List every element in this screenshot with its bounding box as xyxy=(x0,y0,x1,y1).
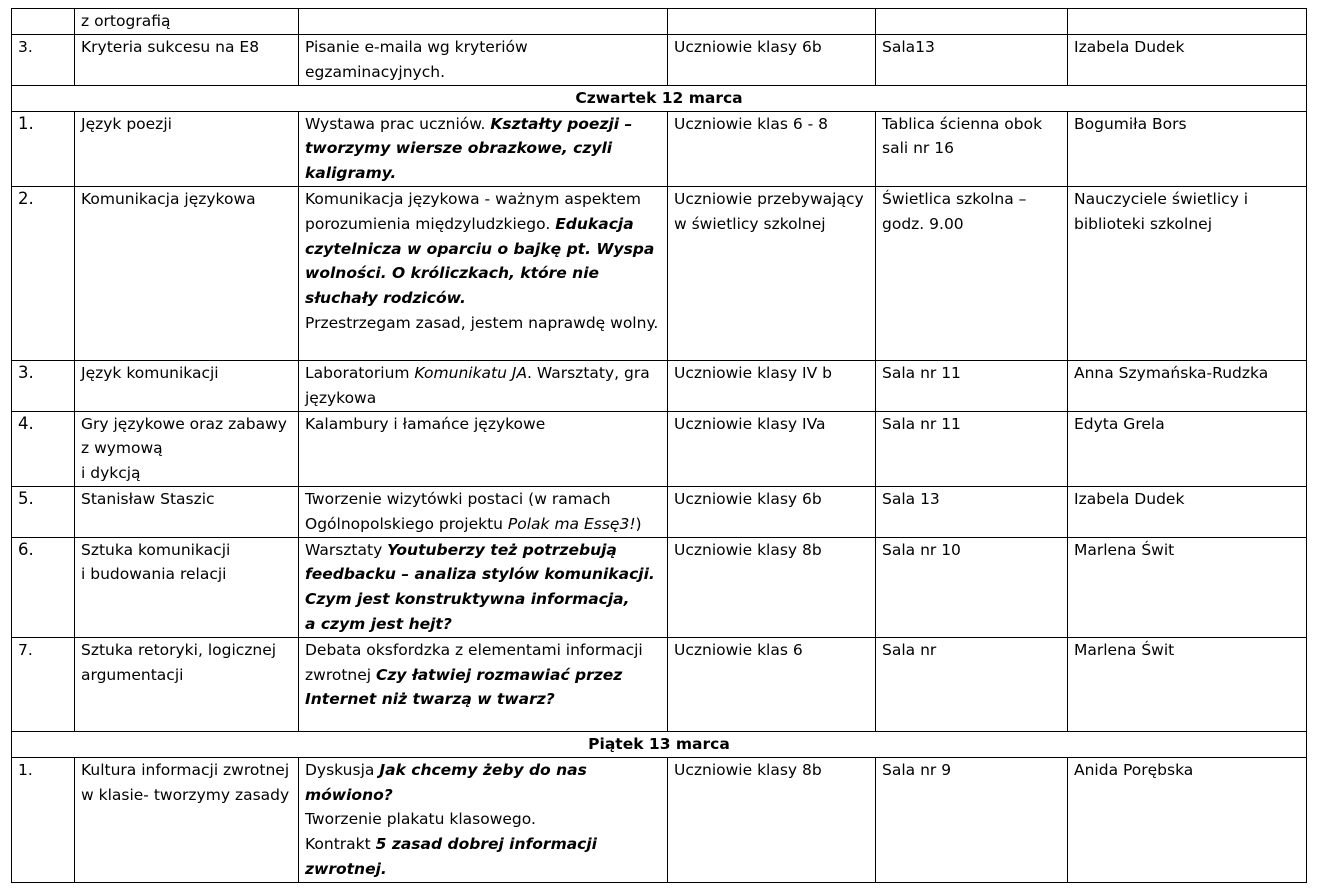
topic-line: i budowania relacji xyxy=(81,565,227,584)
activity-emphasis: Edukacja czytelnicza w oparciu o bajkę pt. Wyspa wolności. O króliczkach, które nie słuchały rodziców. xyxy=(305,214,655,308)
activity-cell xyxy=(299,486,668,537)
table-row xyxy=(12,111,1307,186)
topic-cell: z ortografią xyxy=(75,9,299,35)
num-cell: 2. xyxy=(12,186,75,360)
table-row xyxy=(12,537,1307,637)
teacher-cell: Izabela Dudek xyxy=(1068,35,1307,86)
topic-line: Sztuka komunikacji xyxy=(81,540,231,559)
place-cell xyxy=(876,9,1068,35)
num-cell: 4. xyxy=(12,411,75,486)
place-cell: Tablica ścienna obok sali nr 16 xyxy=(876,111,1068,186)
activity-text-tail: ) xyxy=(635,514,642,533)
activity-text: Debata oksfordzka z elementami informacji zwrotnej xyxy=(305,640,643,684)
num-cell: 1. xyxy=(12,111,75,186)
activity-text: Tworzenie wizytówki postaci (w ramach Ogólnopolskiego projektu xyxy=(305,489,611,533)
topic-cell xyxy=(75,537,299,637)
participants-cell: Uczniowie klasy 8b xyxy=(668,757,876,882)
table-row xyxy=(12,411,1307,486)
activity-text: Laboratorium xyxy=(305,363,415,382)
participants-cell: Uczniowie klasy IVa xyxy=(668,411,876,486)
activity-text: Warsztaty xyxy=(305,540,388,559)
teacher-cell: Anida Porębska xyxy=(1068,757,1307,882)
activity-text-extra: Tworzenie plakatu klasowego. xyxy=(305,810,536,829)
activity-emphasis: Kształty poezji – tworzymy wiersze obrazkowe, czyli kaligramy. xyxy=(305,114,633,183)
activity-cell: Pisanie e-maila wg kryteriów egzaminacyjnych. xyxy=(299,35,668,86)
activity-italic: Polak ma Essę3! xyxy=(507,514,636,533)
place-cell: Sala 13 xyxy=(876,486,1068,537)
activity-text: Wystawa prac uczniów. xyxy=(305,114,491,133)
place-cell: Sala nr 11 xyxy=(876,360,1068,411)
topic-cell: Kultura informacji zwrotnej w klasie- tworzymy zasady xyxy=(75,757,299,882)
teacher-cell: Edyta Grela xyxy=(1068,411,1307,486)
place-cell: Sala nr 10 xyxy=(876,537,1068,637)
activity-cell xyxy=(299,537,668,637)
activity-cell xyxy=(299,9,668,35)
participants-cell xyxy=(668,9,876,35)
day-header-row xyxy=(12,85,1307,111)
activity-text-extra: Przestrzegam zasad, jestem naprawdę wolny. xyxy=(305,313,659,332)
day-header-row xyxy=(12,731,1307,757)
table-row xyxy=(12,9,1307,35)
place-cell: Sala nr 9 xyxy=(876,757,1068,882)
topic-cell: Stanisław Staszic xyxy=(75,486,299,537)
teacher-cell xyxy=(1068,9,1307,35)
topic-line: i dykcją xyxy=(81,464,141,483)
activity-italic: Komunikatu JA xyxy=(414,363,528,382)
table-row xyxy=(12,186,1307,360)
activity-cell: Kalambury i łamańce językowe xyxy=(299,411,668,486)
activity-cell xyxy=(299,186,668,360)
participants-cell: Uczniowie klasy 8b xyxy=(668,537,876,637)
activity-emphasis: 5 zasad dobrej informacji zwrotnej. xyxy=(305,835,597,878)
topic-cell: Komunikacja językowa xyxy=(75,186,299,360)
activity-cell xyxy=(299,757,668,882)
table-row xyxy=(12,360,1307,411)
place-cell: Świetlica szkolna – godz. 9.00 xyxy=(876,186,1068,360)
participants-cell: Uczniowie klasy 6b xyxy=(668,35,876,86)
activity-emphasis: a czym jest hejt? xyxy=(305,614,452,633)
activity-emphasis: Youtuberzy też potrzebują feedbacku – analiza stylów komunikacji. Czym jest konstruktywna informacja, xyxy=(305,540,655,609)
teacher-cell: Marlena Świt xyxy=(1068,637,1307,731)
table-row xyxy=(12,637,1307,731)
teacher-cell: Nauczyciele świetlicy i biblioteki szkolnej xyxy=(1068,186,1307,360)
activity-emphasis: Jak chcemy żeby do nas mówiono? xyxy=(305,760,587,804)
place-cell: Sala nr 11 xyxy=(876,411,1068,486)
activity-text: Komunikacja językowa - ważnym aspektem porozumienia międzyludzkiego. xyxy=(305,189,642,233)
participants-cell: Uczniowie przebywający w świetlicy szkolnej xyxy=(668,186,876,360)
table-row xyxy=(12,757,1307,882)
teacher-cell: Izabela Dudek xyxy=(1068,486,1307,537)
participants-cell: Uczniowie klas 6 xyxy=(668,637,876,731)
participants-cell: Uczniowie klasy 6b xyxy=(668,486,876,537)
num-cell xyxy=(12,9,75,35)
place-cell: Sala nr xyxy=(876,637,1068,731)
activity-text: Dyskusja xyxy=(305,760,380,779)
table-row xyxy=(12,35,1307,86)
activity-text-tail: . Warsztaty, gra językowa xyxy=(305,363,650,407)
teacher-cell: Bogumiła Bors xyxy=(1068,111,1307,186)
num-cell: 3. xyxy=(12,35,75,86)
activity-cell xyxy=(299,360,668,411)
day-header-friday: Piątek 13 marca xyxy=(12,731,1307,757)
num-cell: 6. xyxy=(12,537,75,637)
topic-cell: Język poezji xyxy=(75,111,299,186)
num-cell: 3. xyxy=(12,360,75,411)
num-cell: 5. xyxy=(12,486,75,537)
topic-cell xyxy=(75,411,299,486)
topic-cell: Kryteria sukcesu na E8 xyxy=(75,35,299,86)
table-row xyxy=(12,486,1307,537)
activity-cell xyxy=(299,637,668,731)
teacher-cell: Anna Szymańska-Rudzka xyxy=(1068,360,1307,411)
topic-cell: Sztuka retoryki, logicznej argumentacji xyxy=(75,637,299,731)
participants-cell: Uczniowie klas 6 - 8 xyxy=(668,111,876,186)
activity-cell xyxy=(299,111,668,186)
num-cell: 7. xyxy=(12,637,75,731)
activity-emphasis: Czy łatwiej rozmawiać przez Internet niż twarzą w twarz? xyxy=(305,665,623,709)
place-cell: Sala13 xyxy=(876,35,1068,86)
participants-cell: Uczniowie klasy IV b xyxy=(668,360,876,411)
topic-cell: Język komunikacji xyxy=(75,360,299,411)
teacher-cell: Marlena Świt xyxy=(1068,537,1307,637)
topic-line: Gry językowe oraz zabawy z wymową xyxy=(81,414,287,458)
schedule-table xyxy=(11,8,1307,883)
activity-text: Kontrakt xyxy=(305,835,376,854)
num-cell: 1. xyxy=(12,757,75,882)
day-header-thursday: Czwartek 12 marca xyxy=(12,85,1307,111)
